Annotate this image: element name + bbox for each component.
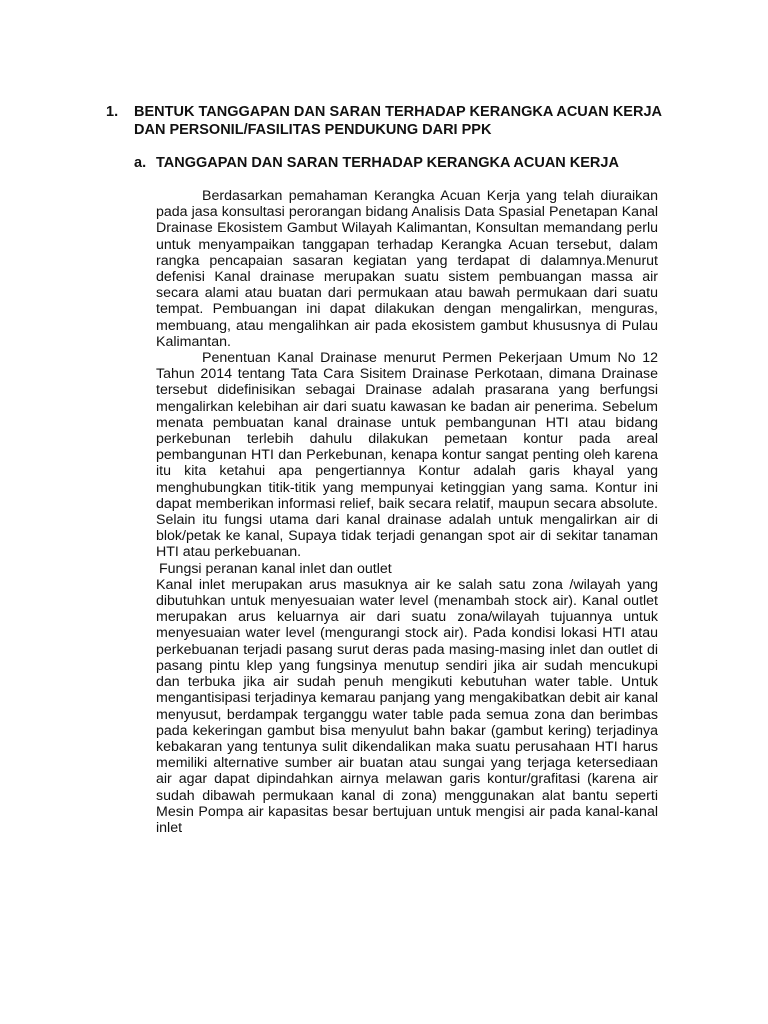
paragraph-inlet-outlet: Kanal inlet merupakan arus masuknya air ke salah satu zona /wilayah yang dibutuhkan untuk menyesuaian water level (menambah stock air). Kanal outlet merupakan arus keluarnya air dari suatu zona/wilayah tujuannya untuk menyesuaian water level (mengurangi stock air). Pada kondisi lokasi HTI atau perkebuanan terjadi pasang surut deras pada masing-masing inlet dan outlet di pasang pintu klep yang fungsinya menutup sendiri jika air sudah mencukupi dan terbuka jika air sudah penuh mengikuti kebutuhan water table. Untuk mengantisipasi terjadinya kemarau panjang yang mengakibatkan debit air kanal menyusut, berdampak terganggu water table pada semua zona dan berimbas pada kekeringan gambut bisa menyulut bahn bakar (gambut kering) terjadinya kebakaran yang tentunya sulit dikendalikan maka suatu perusahaan HTI harus memiliki alternative sumber air buatan atau sungai yang terjaga ketersediaan air agar dapat dipindahkan airnya melawan garis kontur/grafitasi (karena air sudah dibawah permukaan kanal di zona) menggunakan alat bantu seperti Mesin Pompa air kapasitas besar bertujuan untuk mengisi air pada kanal-kanal inlet [156,576,658,836]
paragraph-regulation: Penentuan Kanal Drainase menurut Permen Pekerjaan Umum No 12 Tahun 2014 tentang Tata Cara Sisitem Drainase Perkotaan, dimana Drainase tersebut didefinisikan sebagai Drainase adalah prasarana yang berfungsi mengalirkan kelebihan air dari suatu kawasan ke badan air penerima. Sebelum menata pembuatan kanal drainase untuk pembangunan HTI atau bidang perkebunan terlebih dahulu dilakukan pemetaan kontur pada areal pembangunan HTI dan Perkebunan, kenapa kontur sangat penting oleh karena itu kita ketahui apa pengertiannya Kontur adalah garis khayal yang menghubungkan titik-titik yang mempunyai ketinggian yang sama. Kontur ini dapat memberikan informasi relief, baik secara relatif, maupun secara absolute. Selain itu fungsi utama dari kanal drainase adalah untuk mengalirkan air di blok/petak ke kanal, Supaya tidak terjadi genangan spot air di sekitar tanaman HTI atau perkebuanan. [156,350,658,561]
subsection-letter: a. [134,155,147,171]
subsection-heading [134,154,664,172]
subsection-title: TANGGAPAN DAN SARAN TERHADAP KERANGKA ACUAN KERJA [156,155,619,171]
section-number: 1. [106,104,119,120]
section-heading [106,103,662,139]
paragraph-subheading: Fungsi peranan kanal inlet dan outlet [159,560,392,577]
section-title: BENTUK TANGGAPAN DAN SARAN TERHADAP KERANGKA ACUAN KERJA DAN PERSONIL/FASILITAS PENDUKUNG DARI PPK [134,104,662,138]
body-text [156,188,658,836]
paragraph-definition: Berdasarkan pemahaman Kerangka Acuan Kerja yang telah diuraikan pada jasa konsultasi perorangan bidang Analisis Data Spasial Penetapan Kanal Drainase Ekosistem Gambut Wilayah Kalimantan, Konsultan memandang perlu untuk menyampaikan tanggapan terhadap Kerangka Acuan tersebut, dalam rangka pencapaian sasaran kegiatan yang terdapat di dalamnya.Menurut defenisi Kanal drainase merupakan suatu sistem pembuangan massa air secara alami atau buatan dari permukaan atau bawah permukaan dari suatu tempat. Pembuangan ini dapat dilakukan dengan mengalirkan, menguras, membuang, atau mengalihkan air pada ekosistem gambut khususnya di Pulau Kalimantan. [156,188,658,350]
